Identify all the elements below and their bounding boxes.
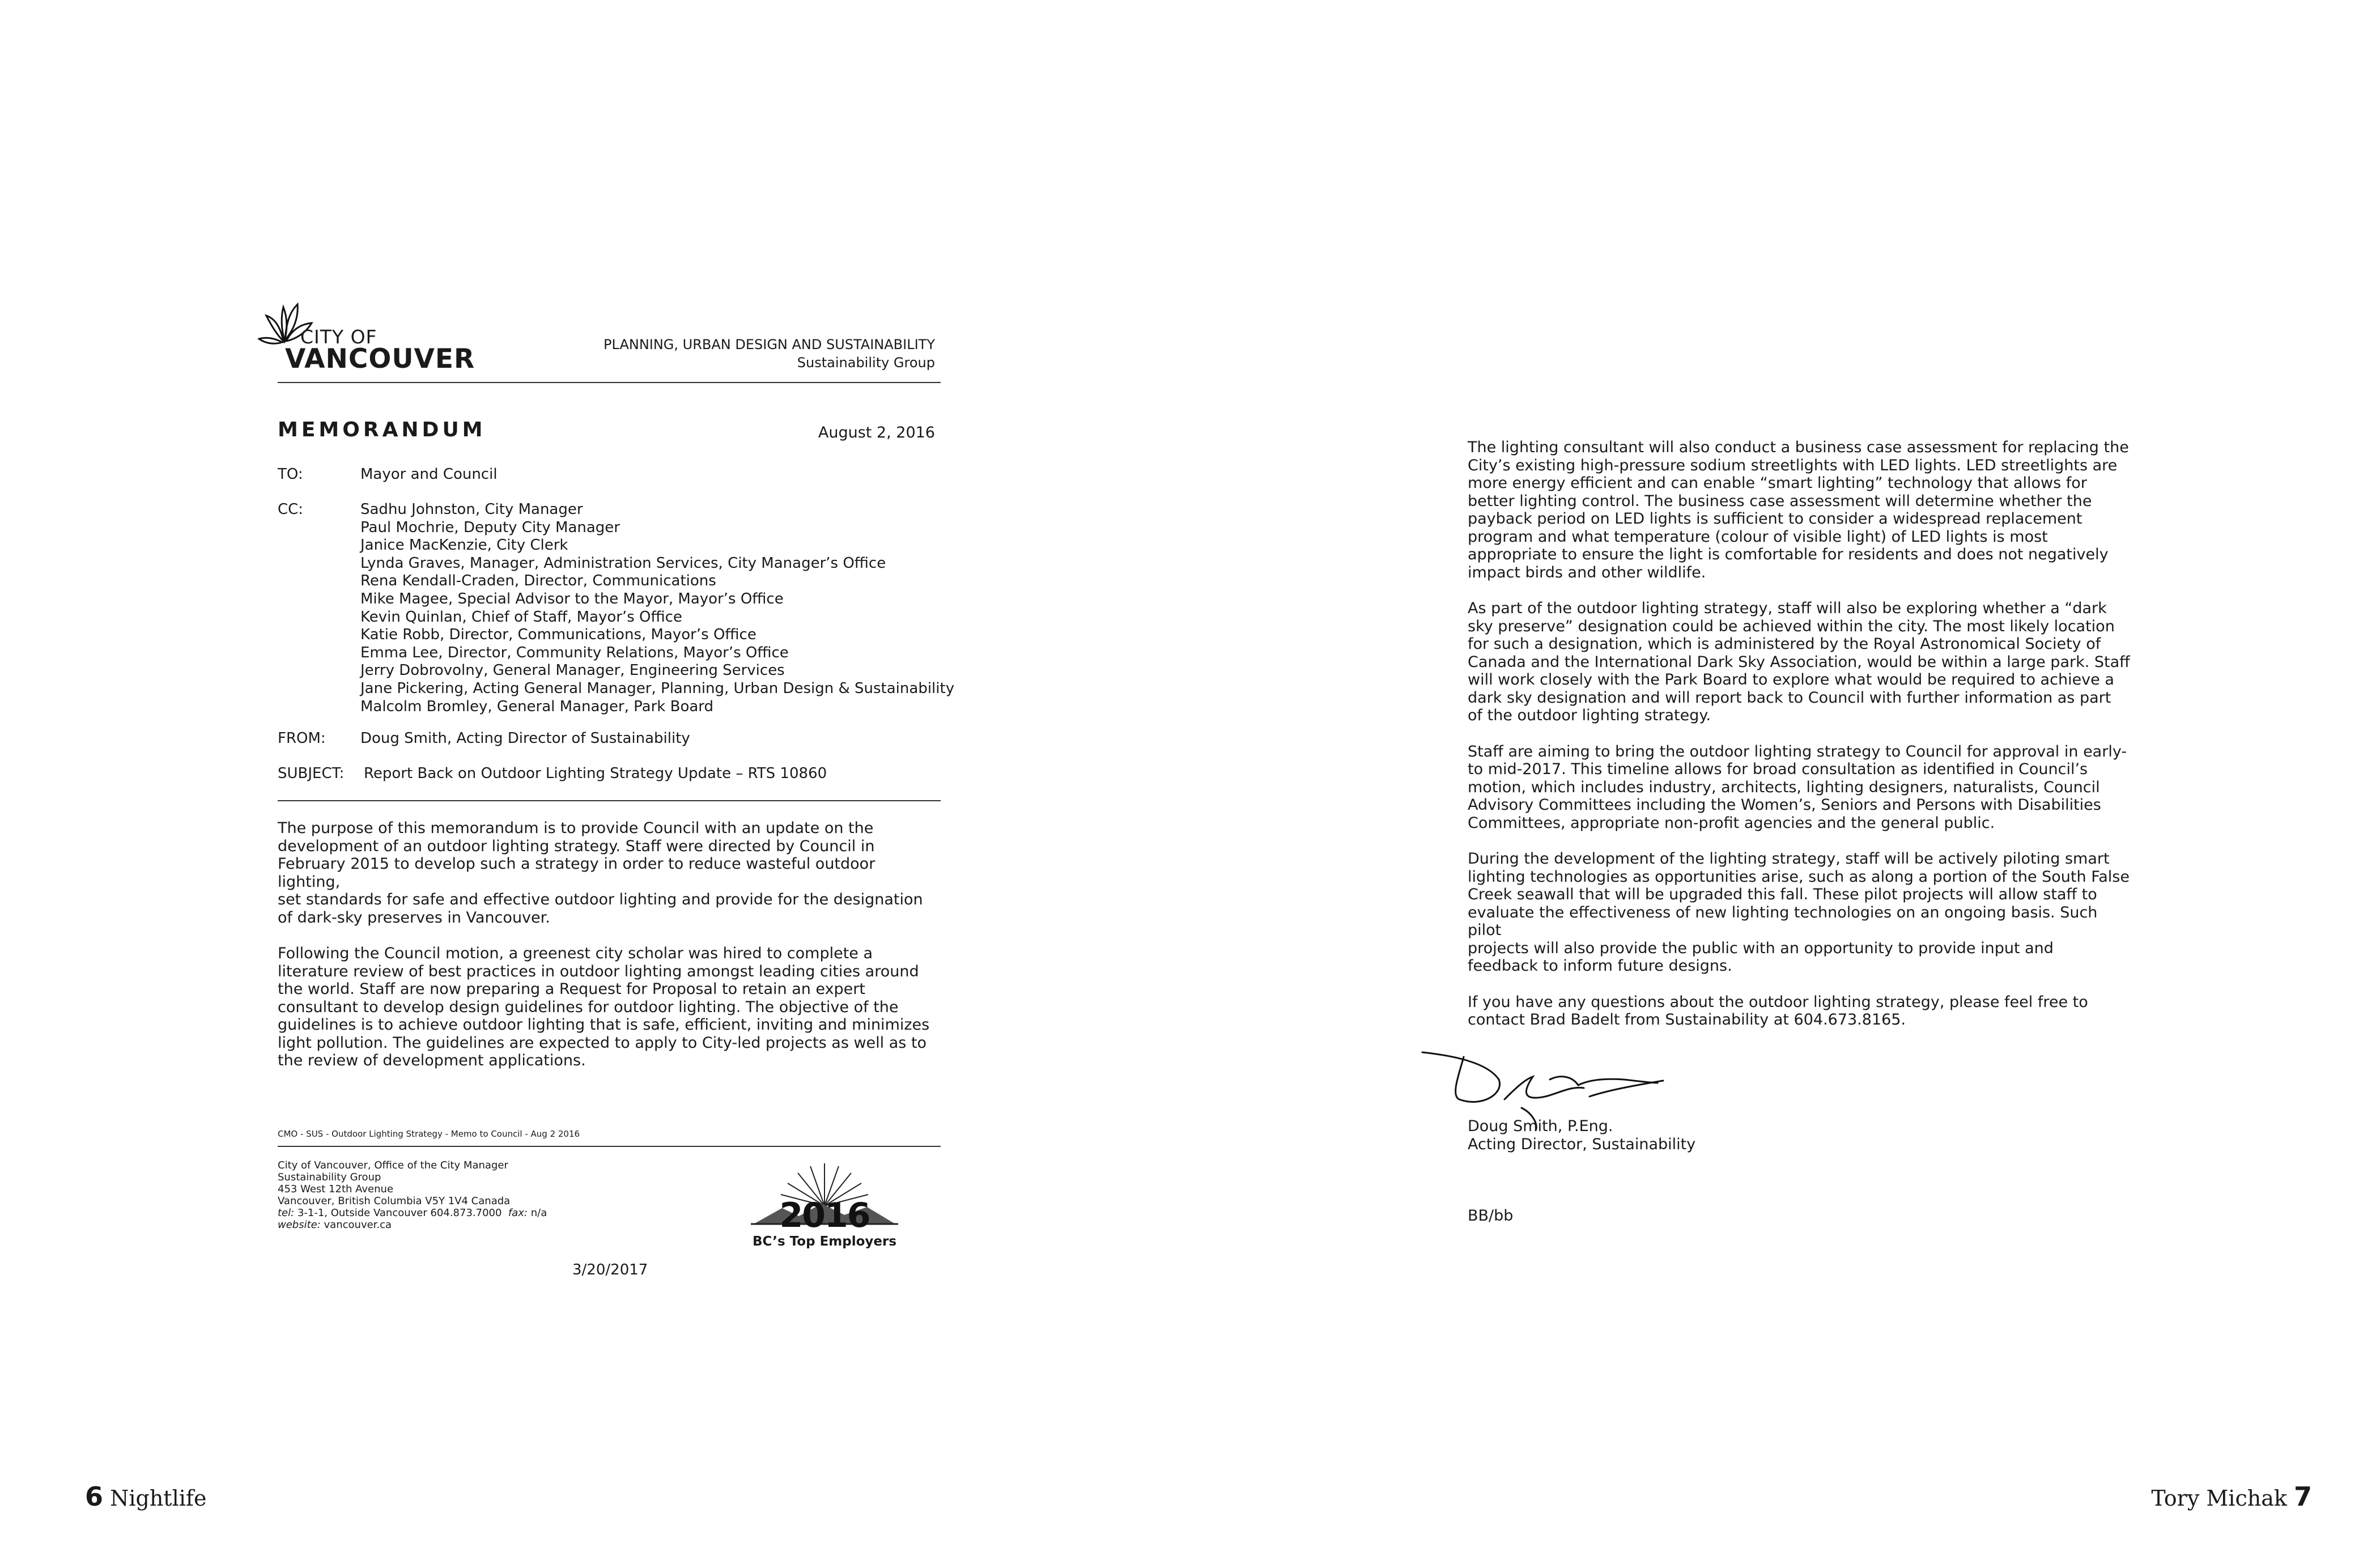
to-label: TO: — [278, 466, 303, 483]
cc-item: Emma Lee, Director, Community Relations, Mayor’s Office — [360, 644, 789, 661]
signer-name: Doug Smith, P.Eng. — [1468, 1117, 1613, 1135]
header-divider — [278, 382, 941, 383]
cc-item: Jane Pickering, Acting General Manager, Planning, Urban Design & Sustainability — [360, 679, 955, 697]
employer-name: BC’s Top Employers — [752, 1234, 897, 1249]
group-name: Sustainability Group — [797, 355, 935, 371]
signer-title: Acting Director, Sustainability — [1468, 1136, 1696, 1153]
logo-text-city-of: CITY OF — [300, 326, 377, 348]
subject-value: Report Back on Outdoor Lighting Strategy Update – RTS 10860 — [364, 765, 827, 782]
right-page-number: 7 — [2293, 1481, 2312, 1512]
from-value: Doug Smith, Acting Director of Sustainability — [360, 730, 690, 747]
body-paragraph: If you have any questions about the outdoor lighting strategy, please feel free to contact Brad Badelt from Sustainability at 604.673.8165. — [1468, 993, 2088, 1028]
cc-list — [360, 501, 954, 716]
memo-body-left — [278, 819, 941, 1088]
cc-item: Jerry Dobrovolny, General Manager, Engineering Services — [360, 662, 785, 679]
left-folio — [85, 1481, 206, 1512]
cc-item: Katie Robb, Director, Communications, Mayor’s Office — [360, 626, 756, 644]
cc-item: Malcolm Bromley, General Manager, Park Board — [360, 698, 714, 715]
typist-initials: BB/bb — [1468, 1207, 1514, 1225]
cc-item: Lynda Graves, Manager, Administration Services, City Manager’s Office — [360, 554, 886, 572]
left-section-title: Nightlife — [110, 1486, 207, 1511]
contact-line: tel: 3-1-1, Outside Vancouver 604.873.7000 fax: n/a — [278, 1207, 547, 1219]
document-reference: CMO - SUS - Outdoor Lighting Strategy - Memo to Council - Aug 2 2016 — [278, 1129, 580, 1139]
print-date: 3/20/2017 — [572, 1261, 648, 1278]
to-value: Mayor and Council — [360, 466, 498, 483]
logo-text-vancouver: VANCOUVER — [285, 343, 475, 375]
subject-label: SUBJECT: — [278, 765, 345, 782]
body-paragraph: During the development of the lighting strategy, staff will be actively piloting smart lighting technologies as opportunities arise, such as along a portion of the South False Creek seawall that will be upgraded this fall. These pilot projects will allow staff to evaluate the effectiveness of new lighting technologies on an ongoing basis. Such pilot projects will also provide the public with an opportunity to provide input and feedback to inform future designs. — [1468, 850, 2130, 975]
cc-item: Paul Mochrie, Deputy City Manager — [360, 518, 620, 536]
cc-item: Janice MacKenzie, City Clerk — [360, 537, 568, 554]
top-employers-badge — [742, 1161, 907, 1251]
from-label: FROM: — [278, 730, 326, 747]
website-line: website: vancouver.ca — [278, 1219, 392, 1231]
cc-item: Rena Kendall-Craden, Director, Communications — [360, 572, 716, 590]
memo-date: August 2, 2016 — [818, 424, 935, 441]
cc-item: Mike Magee, Special Advisor to the Mayor, Mayor’s Office — [360, 590, 784, 607]
department-name: PLANNING, URBAN DESIGN AND SUSTAINABILITY — [604, 337, 935, 352]
cc-item: Sadhu Johnston, City Manager — [360, 501, 583, 518]
right-author-name: Tory Michak — [2151, 1486, 2287, 1511]
body-paragraph: As part of the outdoor lighting strategy, staff will also be exploring whether a “dark sky preserve” designation could be achieved within the city. The most likely location for such a designation, which is administered by the Royal Astronomical Society of Canada and the International Dark Sky Association, would be within a large park. Staff will work closely with the Park Board to explore what would be required to achieve a dark sky designation and will report back to Council with further information as part of the outdoor lighting strategy. — [1468, 600, 2130, 724]
body-paragraph: Following the Council motion, a greenest city scholar was hired to complete a literature review of best practices in outdoor lighting amongst leading cities around the world. Staff are now preparing a Request for Proposal to retain an expert consultant to develop design guidelines for outdoor lighting. The objective of the guidelines is to achieve outdoor lighting that is safe, efficient, inviting and minimizes light pollution. The guidelines are expected to apply to City-led projects as well as to the review of development applications. — [278, 945, 930, 1069]
office-address: City of Vancouver, Office of the City Manager Sustainability Group 453 West 12th Avenue Vancouver, British Columbia V5Y 1V4 Canada tel: 3-1-1, Outside Vancouver 604.873.7000 fax: n/a website: vancouver.ca — [278, 1159, 595, 1231]
employer-year: 2016 — [779, 1196, 870, 1235]
body-paragraph: Staff are aiming to bring the outdoor lighting strategy to Council for approval in early- to mid-2017. This timeline allows for broad consultation as identified in Council’s motion, which includes industry, architects, lighting designers, naturalists, Council Advisory Committees including the Women’s, Seniors and Persons with Disabilities Committees, appropriate non-profit agencies and the general public. — [1468, 742, 2127, 832]
cc-label: CC: — [278, 501, 304, 518]
body-paragraph: The purpose of this memorandum is to provide Council with an update on the development of an outdoor lighting strategy. Staff were directed by Council in February 2015 to develop such a strategy in order to reduce wasteful outdoor lighting, set standards for safe and effective outdoor lighting and provide for the designation of dark-sky preserves in Vancouver. — [278, 819, 923, 926]
right-folio — [2151, 1481, 2312, 1512]
subject-divider — [278, 800, 941, 801]
memo-body-right — [1468, 439, 2131, 1047]
memo-title: MEMORANDUM — [278, 418, 486, 441]
body-paragraph: The lighting consultant will also conduct a business case assessment for replacing the City’s existing high-pressure sodium streetlights with LED lights. LED streetlights are more energy efficient and can enable “smart lighting” technology that allows for better lighting control. The business case assessment will determine whether the payback period on LED lights is sufficient to consider a widespread replacement program and what temperature (colour of visible light) of LED lights is most appropriate to ensure the light is comfortable for residents and does not negatively impact birds and other wildlife. — [1468, 439, 2129, 581]
footer-divider — [278, 1146, 941, 1147]
department-header — [538, 335, 935, 372]
left-page-number: 6 — [85, 1481, 104, 1512]
cc-item: Kevin Quinlan, Chief of Staff, Mayor’s Office — [360, 608, 682, 626]
